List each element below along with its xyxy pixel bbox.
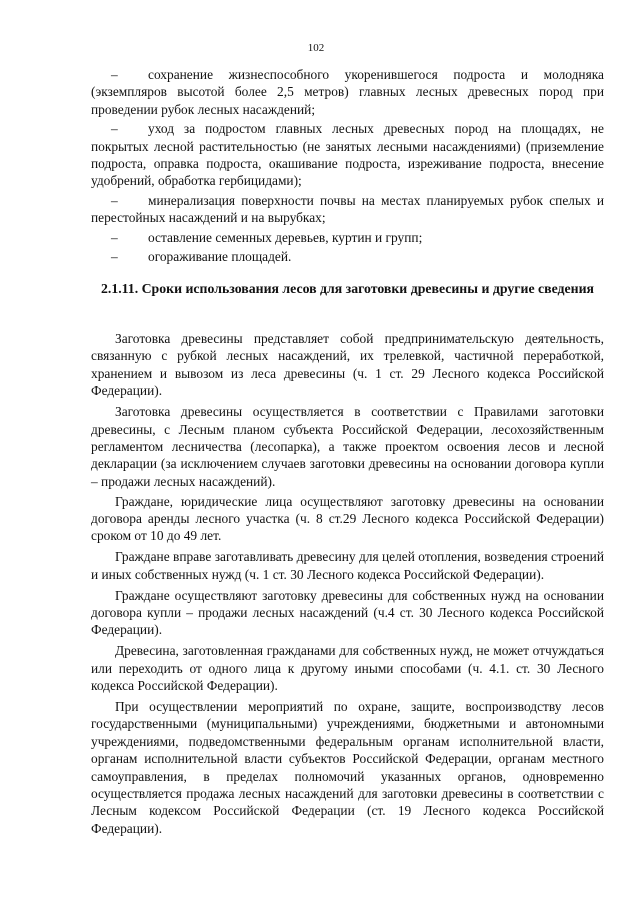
paragraph: Заготовка древесины представляет собой предпринимательскую деятельность, связанную с рубкой лесных насаждений, их трелевкой, частичной переработкой, хранением и вывозом из леса древесины (ч. 1 ст. 29 Лесного кодекса Российской Федерации). bbox=[91, 331, 604, 399]
list-dash: – bbox=[111, 249, 118, 265]
paragraph: Заготовка древесины осуществляется в соответствии с Правилами заготовки древесины, с Лесным планом субъекта Российской Федерации, лесохозяйственным регламентом лесничества (лесопарка), а также проектом освоения лесов и лесной декларации (за исключением случаев заготовки древесины на основании договора купли – продажи лесных насаждений). bbox=[91, 404, 604, 489]
list-item-text: сохранение жизнеспособного укоренившегося подроста и молодняка (экземпляров высотой более 2,5 метров) главных лесных древесных пород при проведении рубок лесных насаждений; bbox=[91, 67, 604, 117]
list-item bbox=[91, 229, 604, 246]
list-dash: – bbox=[111, 121, 118, 137]
bullet-list bbox=[91, 66, 604, 267]
paragraph: Граждане осуществляют заготовку древесины для собственных нужд на основании договора купли – продажи лесных насаждений (ч.4 ст. 30 Лесного кодекса Российской Федерации). bbox=[91, 587, 604, 638]
paragraph: Древесина, заготовленная гражданами для собственных нужд, не может отчуждаться или переходить от одного лица к другому иными способами (ч. 4.1. ст. 30 Лесного кодекса Российской Федерации). bbox=[91, 643, 604, 694]
paragraph: Граждане вправе заготавливать древесину для целей отопления, возведения строений и иных собственных нужд (ч. 1 ст. 30 Лесного кодекса Российской Федерации). bbox=[91, 549, 604, 582]
list-item-text: огораживание площадей. bbox=[148, 249, 292, 265]
paragraph: При осуществлении мероприятий по охране, защите, воспроизводству лесов государственными (муниципальными) учреждениями, бюджетными и автономными учреждениями, подведомственными федеральным органам исполнительной власти, органам исполнительной власти субъектов Российской Федерации, органам местного самоуправления, в пределах полномочий указанных органов, одновременно осуществляется продажа лесных насаждений для заготовки древесины в соответствии с Лесным кодексом Российской Федерации (ст. 19 Лесного кодекса Российской Федерации). bbox=[91, 699, 604, 836]
list-dash: – bbox=[111, 192, 118, 208]
list-item-text: оставление семенных деревьев, куртин и групп; bbox=[148, 229, 423, 245]
list-dash: – bbox=[111, 229, 118, 245]
page-number: 102 bbox=[307, 42, 325, 54]
section-heading: 2.1.11. Сроки использования лесов для заготовки древесины и другие сведения bbox=[100, 281, 595, 296]
list-item-text: минерализация поверхности почвы на местах планируемых рубок спелых и перестойных насаждений и на вырубках; bbox=[91, 192, 604, 226]
list-item bbox=[91, 192, 604, 227]
list-item-text: уход за подростом главных лесных древесных пород на площадях, не покрытых лесной растительностью (не занятых лесными насаждениями) (приземление подроста, оправка подроста, окашивание подроста, изреживание подроста, внесение удобрений, обработка гербицидами); bbox=[91, 121, 604, 189]
list-item bbox=[91, 120, 604, 190]
paragraph: Граждане, юридические лица осуществляют заготовку древесины на основании договора аренды лесного участка (ч. 8 ст.29 Лесного кодекса Российской Федерации) сроком от 10 до 49 лет. bbox=[91, 493, 604, 544]
list-dash: – bbox=[111, 67, 118, 82]
body-text bbox=[91, 330, 604, 840]
list-item bbox=[91, 248, 604, 265]
list-item bbox=[91, 66, 604, 118]
